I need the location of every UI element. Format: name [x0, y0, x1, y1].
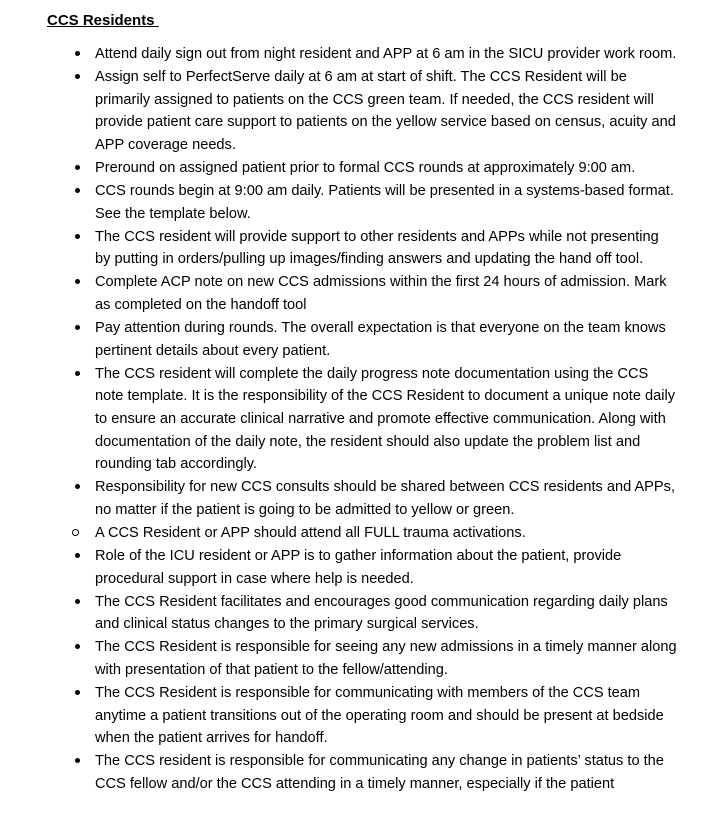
list-item [0, 180, 717, 225]
list-item [0, 66, 717, 156]
list-item-text: Assign self to PerfectServe daily at 6 am at start of shift. The CCS Resident will be primarily assigned to patients on the CCS green team. If needed, the CCS resident will provide patient care support to patients on the yellow service based on census, acuity and APP coverage needs. [95, 69, 676, 153]
section-title: CCS Residents [47, 12, 159, 29]
disc-bullet-icon [70, 226, 84, 249]
disc-bullet-icon [70, 545, 84, 568]
list-item [0, 522, 717, 545]
disc-bullet-icon [70, 363, 84, 386]
disc-bullet-icon [70, 636, 84, 659]
disc-bullet-icon [70, 317, 84, 340]
list-item-text: Complete ACP note on new CCS admissions within the first 24 hours of admission. Mark as completed on the handoff tool [95, 274, 667, 314]
list-item [0, 591, 717, 636]
list-item [0, 682, 717, 750]
list-item-text: Attend daily sign out from night resident and APP at 6 am in the SICU provider work room. [95, 46, 677, 62]
list-item-text: The CCS resident will complete the daily progress note documentation using the CCS note template. It is the responsibility of the CCS Resident to document a unique note daily to ensure an accurate clinical narrative and promote effective communication. Along with documentation of the daily note, the resident should also update the problem list and rounding tab accordingly. [95, 365, 676, 473]
disc-bullet-icon [70, 271, 84, 294]
list-item-text: The CCS Resident is responsible for communicating with members of the CCS team anytime a patient transitions out of the operating room and should be present at bedside when the patient arrives for handoff. [95, 685, 664, 747]
disc-bullet-icon [70, 750, 84, 773]
list-item-text: The CCS resident is responsible for communicating any change in patients’ status to the CCS fellow and/or the CCS attending in a timely manner, especially if the patient [95, 753, 664, 792]
list-item [0, 476, 717, 521]
responsibilities-list [0, 43, 717, 796]
disc-bullet-icon [70, 43, 84, 66]
list-item [0, 271, 717, 316]
disc-bullet-icon [70, 476, 84, 499]
list-item [0, 636, 717, 681]
list-item-text: A CCS Resident or APP should attend all FULL trauma activations. [95, 524, 526, 541]
list-item-text: The CCS Resident is responsible for seeing any new admissions in a timely manner along with presentation of that patient to the fellow/attending. [95, 639, 677, 679]
list-item [0, 363, 717, 476]
list-item-text: The CCS resident will provide support to other residents and APPs while not presenting by putting in orders/pulling up images/finding answers and updating the hand off tool. [95, 228, 659, 268]
list-item-text: The CCS Resident facilitates and encourages good communication regarding daily plans and clinical status changes to the primary surgical services. [95, 593, 668, 633]
list-item-text: Responsibility for new CCS consults should be shared between CCS residents and APPs, no matter if the patient is going to be admitted to yellow or green. [95, 479, 676, 518]
disc-bullet-icon [70, 682, 84, 705]
disc-bullet-icon [70, 157, 84, 180]
list-item [0, 317, 717, 362]
list-item [0, 750, 717, 795]
disc-bullet-icon [70, 591, 84, 614]
list-item [0, 43, 717, 66]
list-item-text: Role of the ICU resident or APP is to gather information about the patient, provide procedural support in case where help is needed. [95, 548, 622, 587]
disc-bullet-icon [70, 180, 84, 203]
circle-bullet-icon [70, 522, 84, 545]
list-item [0, 157, 717, 180]
list-item-text: Preround on assigned patient prior to formal CCS rounds at approximately 9:00 am. [95, 159, 636, 176]
list-item [0, 545, 717, 590]
list-item-text: CCS rounds begin at 9:00 am daily. Patients will be presented in a systems-based format. See the template below. [95, 183, 674, 222]
list-item-text: Pay attention during rounds. The overall expectation is that everyone on the team knows pertinent details about every patient. [95, 320, 666, 359]
disc-bullet-icon [70, 66, 84, 89]
list-item [0, 226, 717, 271]
